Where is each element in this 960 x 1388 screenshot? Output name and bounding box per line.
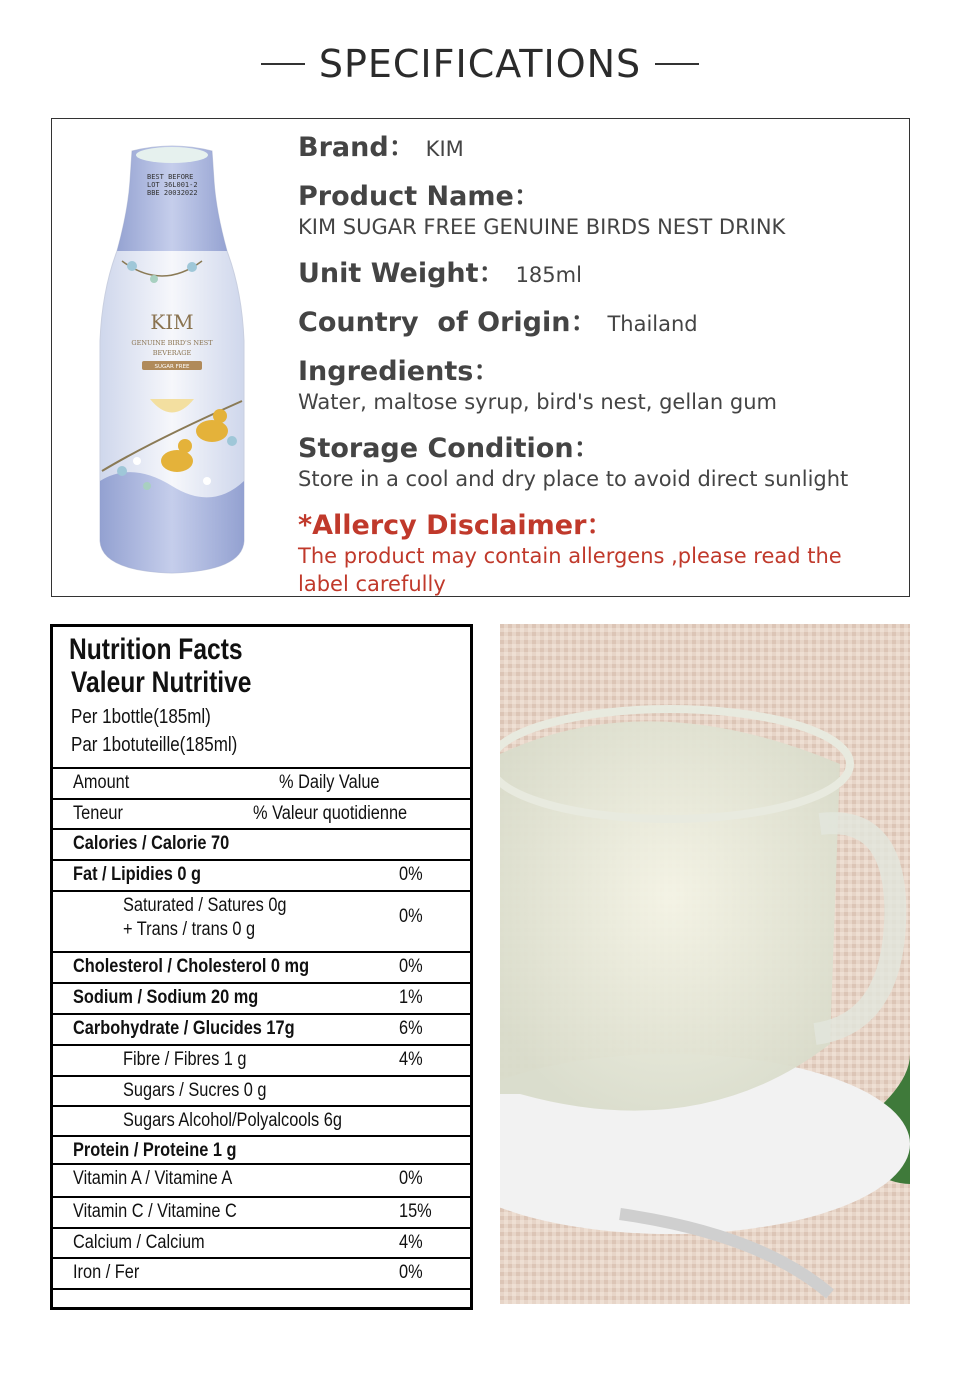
allergy-line-1: The product may contain allergens ,please read the [298, 544, 842, 568]
amount-label: Amount [73, 772, 130, 793]
nutrition-facts-panel [50, 624, 473, 1310]
nutrient-daily-value: 1% [399, 987, 423, 1008]
nutrition-table [53, 767, 470, 1308]
nutrient-name: Protein / Proteine 1 g [73, 1140, 237, 1161]
section-header [0, 34, 960, 94]
spec-unit-weight [298, 251, 898, 290]
nutrient-daily-value: 4% [399, 1049, 423, 1070]
spec-brand-label: Brand： [298, 132, 416, 163]
nutrition-row [53, 828, 470, 859]
nutrient-daily-value: 15% [399, 1201, 432, 1222]
spec-allergy [298, 503, 898, 598]
nutrition-row [53, 1196, 470, 1227]
spec-product-name [298, 174, 898, 241]
nutrition-row [53, 859, 470, 890]
nutrient-name: Iron / Fer [73, 1262, 140, 1283]
nutrient-name: Sugars Alcohol/Polyalcools 6g [123, 1110, 342, 1131]
nutrient-name: Vitamin A / Vitamine A [73, 1168, 233, 1189]
title-left-rule [261, 63, 305, 65]
nutrition-footer-row [53, 1288, 470, 1308]
spec-ingredients [298, 349, 898, 416]
spec-country-label: Country of Origin： [298, 307, 598, 338]
nutrition-row [53, 982, 470, 1013]
nutrition-row [53, 890, 470, 951]
nutrient-name: Carbohydrate / Glucides 17g [73, 1018, 295, 1039]
nutrition-row [53, 1013, 470, 1044]
bottle-subtitle-1: GENUINE BIRD'S NEST [131, 339, 213, 347]
nutrient-name: Fat / Lipidies 0 g [73, 864, 202, 885]
nutrient-name: Sugars / Sucres 0 g [123, 1080, 267, 1101]
spec-storage-label: Storage Condition： [298, 433, 601, 464]
nutrient-name: Calories / Calorie 70 [73, 833, 230, 854]
nutrition-header-row-en [53, 767, 470, 798]
nutrition-title-fr: Valeur Nutritive [71, 666, 252, 699]
serving-size-fr: Par 1botuteille(185ml) [71, 734, 238, 756]
nutrient-name: Fibre / Fibres 1 g [123, 1049, 247, 1070]
nutrition-header-row-fr [53, 798, 470, 828]
bottle-badge: SUGAR FREE [154, 364, 190, 370]
product-bottle-image [92, 141, 252, 579]
nutrition-row [53, 1044, 470, 1075]
nutrition-row [53, 1135, 470, 1163]
nutrition-row [53, 1075, 470, 1105]
spec-product-name-value: KIM SUGAR FREE GENUINE BIRDS NEST DRINK [298, 215, 786, 239]
page-title: SPECIFICATIONS [318, 42, 642, 86]
bottle-best-before: BEST BEFORE [147, 173, 194, 181]
spec-unit-weight-value: 185ml [515, 263, 582, 287]
spec-ingredients-label: Ingredients： [298, 356, 501, 387]
spec-storage [298, 426, 898, 493]
nutrition-header [69, 633, 291, 759]
bottle-bbe: BBE 20032022 [147, 189, 198, 197]
spec-ingredients-value: Water, maltose syrup, bird's nest, gellan gum [298, 390, 777, 414]
spec-storage-value: Store in a cool and dry place to avoid direct sunlight [298, 467, 849, 491]
spec-list [298, 125, 898, 608]
spec-country [298, 300, 898, 339]
allergy-label: *Allercy Disclaimer： [298, 510, 614, 541]
nutrient-name: Vitamin C / Vitamine C [73, 1201, 237, 1222]
title-right-rule [655, 63, 699, 65]
nutrition-row [53, 1105, 470, 1135]
nutrition-row [53, 1227, 470, 1257]
nutrient-daily-value: 0% [399, 864, 423, 885]
bottle-brand: KIM [150, 310, 194, 334]
nutrient-name: Cholesterol / Cholesterol 0 mg [73, 956, 310, 977]
nutrition-row [53, 951, 470, 982]
nutrient-daily-value: 0% [399, 1262, 423, 1283]
spec-unit-weight-label: Unit Weight： [298, 258, 506, 289]
nutrient-daily-value: 4% [399, 1232, 423, 1253]
specifications-panel [51, 118, 910, 597]
nutrient-daily-value: 0% [399, 906, 423, 927]
nutrient-name: Saturated / Satures 0g [123, 895, 287, 916]
allergy-line-2: label carefully [298, 572, 446, 596]
spec-brand-value: KIM [425, 137, 464, 161]
nutrition-row [53, 1163, 470, 1196]
serving-size-en: Per 1bottle(185ml) [71, 706, 211, 728]
nutrition-row [53, 1257, 470, 1288]
spec-brand [298, 125, 898, 164]
nutrient-daily-value: 0% [399, 1168, 423, 1189]
bottle-subtitle-2: BEVERAGE [152, 349, 192, 357]
valeur-quotidienne-label: % Valeur quotidienne [253, 803, 408, 824]
nutrient-daily-value: 6% [399, 1018, 423, 1039]
spec-product-name-label: Product Name： [298, 181, 541, 212]
product-photo [500, 624, 910, 1304]
nutrition-title-en: Nutrition Facts [69, 633, 243, 666]
nutrient-name-secondary: + Trans / trans 0 g [123, 919, 256, 940]
daily-value-label: % Daily Value [279, 772, 380, 793]
nutrient-name: Sodium / Sodium 20 mg [73, 987, 259, 1008]
bottle-lot: LOT 36L001-2 [147, 181, 198, 189]
teneur-label: Teneur [73, 803, 123, 824]
nutrient-daily-value: 0% [399, 956, 423, 977]
nutrient-name: Calcium / Calcium [73, 1232, 205, 1253]
spec-country-value: Thailand [607, 312, 698, 336]
